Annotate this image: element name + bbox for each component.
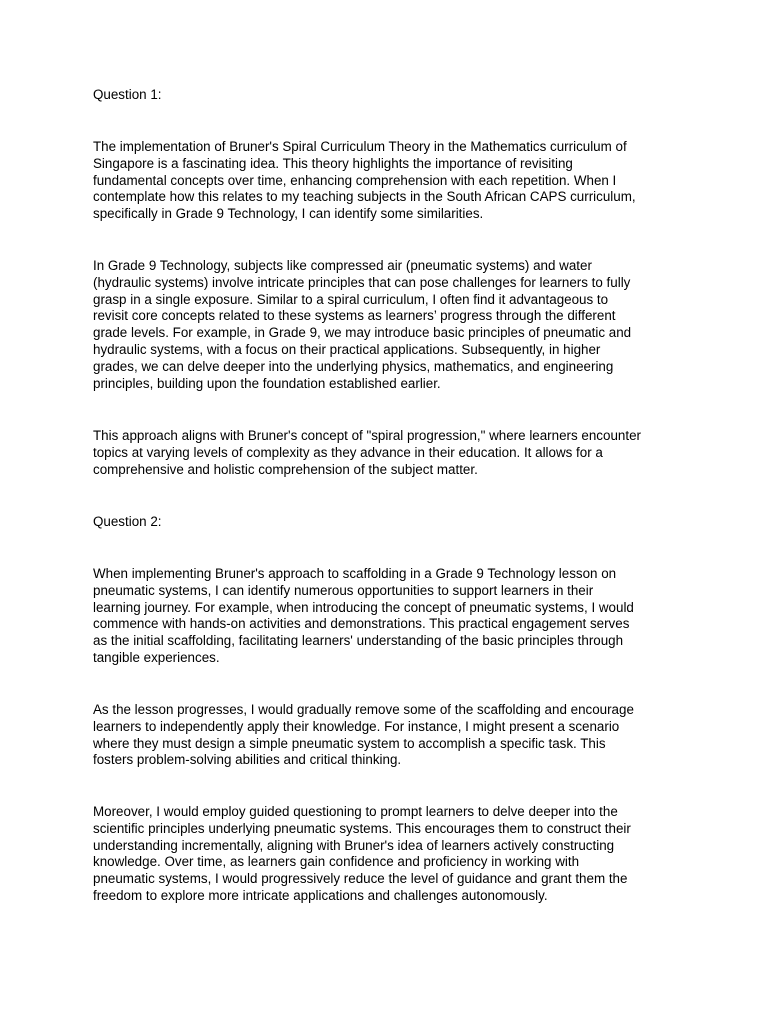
- paragraph-line: learners to independently apply their knowledge. For instance, I might present a scenario: [93, 718, 620, 734]
- paragraph-line: fosters problem-solving abilities and critical thinking.: [93, 752, 402, 768]
- paragraph-line: In Grade 9 Technology, subjects like compressed air (pneumatic systems) and water: [93, 258, 592, 273]
- paragraph-line: When implementing Bruner's approach to scaffolding in a Grade 9 Technology lesson on: [93, 566, 617, 581]
- paragraph-line: learning journey. For example, when introducing the concept of pneumatic systems, I would: [93, 599, 634, 615]
- paragraph-line: scientific principles underlying pneumatic systems. This encourages them to construct their: [93, 820, 631, 836]
- paragraph-line: tangible experiences.: [93, 649, 220, 665]
- paragraph-line: As the lesson progresses, I would gradually remove some of the scaffolding and encourage: [93, 702, 634, 717]
- paragraph-line: where they must design a simple pneumatic system to accomplish a specific task. This: [93, 735, 606, 751]
- question-2-paragraph-2: [93, 702, 634, 769]
- paragraph-line: This approach aligns with Bruner's concept of "spiral progression," where learners encounter: [93, 428, 641, 443]
- paragraph-line: pneumatic systems, I would progressively reduce the level of guidance and grant them the: [93, 871, 628, 887]
- paragraph-line: grasp in a single exposure. Similar to a spiral curriculum, I often find it advantageous to: [93, 291, 609, 307]
- paragraph-line: commence with hands-on activities and demonstrations. This practical engagement serves: [93, 616, 630, 632]
- question-1-paragraph-2: [93, 258, 631, 392]
- question-2-heading: [93, 514, 161, 531]
- paragraph-line: The implementation of Bruner's Spiral Curriculum Theory in the Mathematics curriculum of: [93, 139, 627, 154]
- heading-line: Question 2:: [93, 514, 162, 529]
- paragraph-line: comprehensive and holistic comprehension of the subject matter.: [93, 461, 478, 477]
- paragraph-line: revisit core concepts related to these systems as learners’ progress through the different: [93, 308, 616, 324]
- question-1-heading: [93, 87, 161, 104]
- paragraph-line: as the initial scaffolding, facilitating learners' understanding of the basic principles through: [93, 633, 624, 649]
- paragraph-line: contemplate how this relates to my teaching subjects in the South African CAPS curriculum,: [93, 189, 636, 205]
- paragraph-line: pneumatic systems, I can identify numerous opportunities to support learners in their: [93, 582, 594, 598]
- paragraph-line: topics at varying levels of complexity as they advance in their education. It allows for a: [93, 444, 603, 460]
- paragraph-line: grade levels. For example, in Grade 9, we may introduce basic principles of pneumatic and: [93, 325, 632, 341]
- heading-line: Question 1:: [93, 87, 162, 102]
- paragraph-line: (hydraulic systems) involve intricate principles that can pose challenges for learners to fully: [93, 274, 631, 290]
- question-2-paragraph-3: [93, 804, 631, 905]
- paragraph-line: fundamental concepts over time, enhancing comprehension with each repetition. When I: [93, 172, 617, 188]
- paragraph-line: grades, we can delve deeper into the underlying physics, mathematics, and engineering: [93, 358, 614, 374]
- paragraph-line: understanding incrementally, aligning with Bruner's idea of learners actively constructing: [93, 837, 615, 853]
- paragraph-line: freedom to explore more intricate applications and challenges autonomously.: [93, 887, 548, 903]
- paragraph-line: Moreover, I would employ guided questioning to prompt learners to delve deeper into the: [93, 804, 618, 819]
- question-1-paragraph-1: [93, 139, 636, 223]
- paragraph-line: Singapore is a fascinating idea. This theory highlights the importance of revisiting: [93, 155, 573, 171]
- paragraph-line: hydraulic systems, with a focus on their practical applications. Subsequently, in higher: [93, 341, 601, 357]
- paragraph-line: principles, building upon the foundation established earlier.: [93, 375, 441, 391]
- paragraph-line: knowledge. Over time, as learners gain confidence and proficiency in working with: [93, 854, 580, 870]
- paragraph-line: specifically in Grade 9 Technology, I can identify some similarities.: [93, 206, 484, 222]
- question-1-paragraph-3: [93, 428, 641, 478]
- question-2-paragraph-1: [93, 566, 634, 667]
